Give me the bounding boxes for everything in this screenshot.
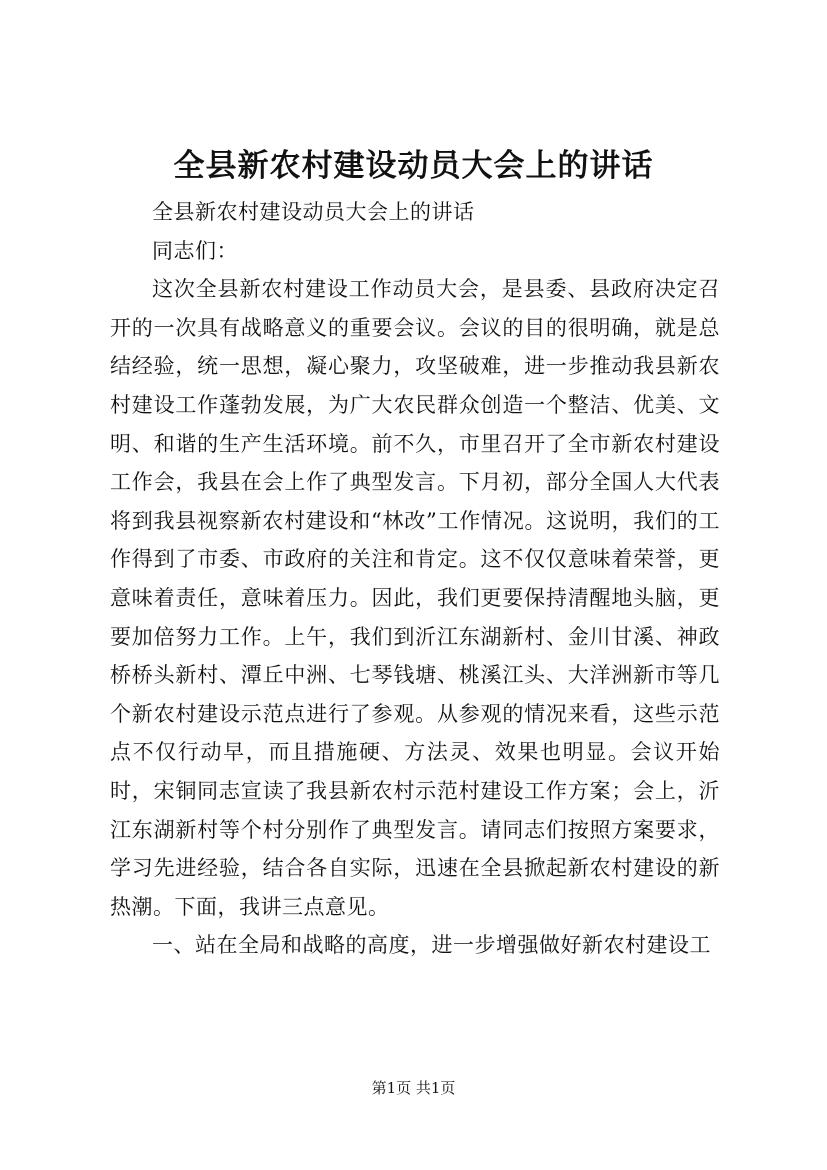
paragraph-section-heading: 一、站在全局和战略的高度，进一步增强做好新农村建设工 bbox=[152, 933, 711, 958]
document-body bbox=[110, 193, 720, 965]
document-title: 全县新农村建设动员大会上的讲话 bbox=[173, 148, 654, 184]
page-footer: 第1页 共1页 bbox=[371, 1079, 456, 1097]
paragraph-salutation: 同志们： bbox=[152, 238, 238, 263]
paragraph-subtitle: 全县新农村建设动员大会上的讲话 bbox=[152, 200, 475, 224]
paragraph-main: 这次全县新农村建设工作动员大会，是县委、县政府决定召开的一次具有战略意义的重要会议。会议的目的很明确，就是总结经验，统一思想，凝心聚力，攻坚破难，进一步推动我县新农村建设工作蓬勃发展，为广大农民群众创造一个整洁、优美、文明、和谐的生产生活环境。前不久，市里召开了全市新农村建设工作会，我县在会上作了典型发言。下月初，部分全国人大代表将到我县视察新农村建设和“林改”工作情况。这说明，我们的工作得到了市委、市政府的关注和肯定。这不仅仅意味着荣誉，更意味着责任，意味着压力。因此，我们更要保持清醒地头脑，更要加倍努力工作。上午，我们到沂江东湖新村、金川甘溪、神政桥桥头新村、潭丘中洲、七琴钱塘、桃溪江头、大洋洲新市等几个新农村建设示范点进行了参观。从参观的情况来看，这些示范点不仅行动早，而且措施硬、方法灵、效果也明显。会议开始时，宋铜同志宣读了我县新农村示范村建设工作方案；会上，沂江东湖新村等个村分别作了典型发言。请同志们按照方案要求，学习先进经验，结合各自实际，迅速在全县掀起新农村建设的新热潮。下面，我讲三点意见。 bbox=[110, 277, 720, 919]
